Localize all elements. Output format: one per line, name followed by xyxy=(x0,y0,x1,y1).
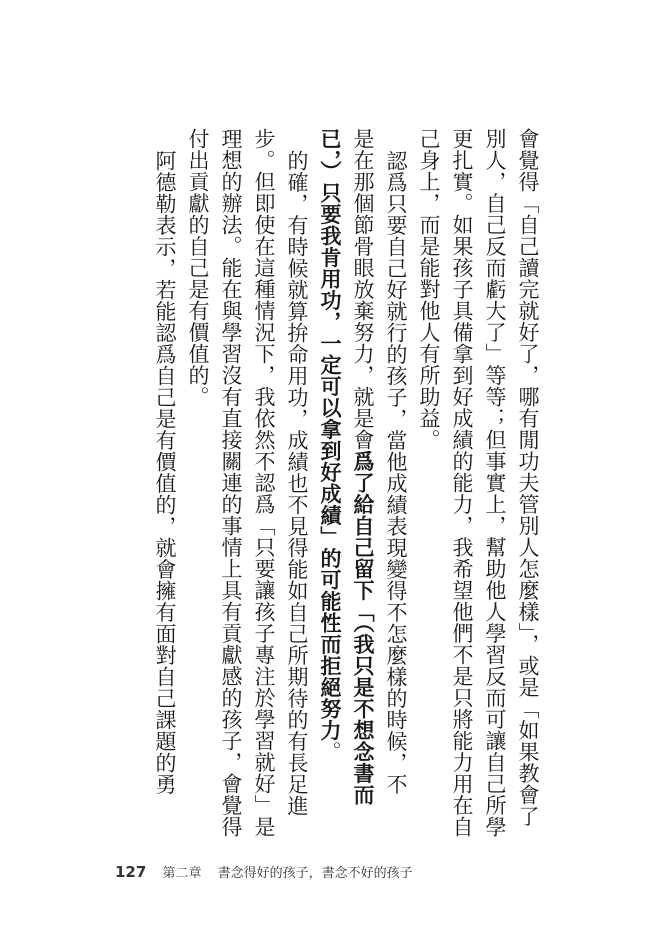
text-segment: 己身上，而是能對他人有所助益。 xyxy=(417,128,441,451)
text-segment: 步。但即使在這種情況下，我依然不認爲「只要讓孩子專注於學習就好」是 xyxy=(252,128,276,838)
text-segment: 的確，有時候就算拚命用功，成績也不見得能如自己所期待的有長足進 xyxy=(285,150,309,817)
text-segment: 更扎實。如果孩子具備拿到好成績的能力，我希望他們不是只將能力用在自 xyxy=(450,128,474,838)
page-footer xyxy=(115,862,413,881)
chapter-label: 第二章 xyxy=(162,866,202,881)
chapter-title: 書念得好的孩子，書念不好的孩子 xyxy=(217,866,413,881)
text-segment: 。 xyxy=(318,741,342,763)
text-column xyxy=(317,128,343,763)
text-column xyxy=(449,128,475,838)
text-column xyxy=(515,128,541,827)
text-segment: 理想的辦法。能在與學習沒有直接關連的事情上具有貢獻感的孩子，會覺得 xyxy=(219,128,243,838)
text-column xyxy=(218,128,244,838)
bold-text-segment: 爲了給自己留下「（我只是不想念書而 xyxy=(351,450,376,806)
page-number: 127 xyxy=(115,863,147,881)
text-column xyxy=(350,128,376,806)
text-segment: 是在那個節骨眼放棄努力，就是會 xyxy=(351,128,375,451)
text-segment: 阿德勒表示，若能認爲自己是有價值的，就會擁有面對自己課題的勇 xyxy=(153,150,177,795)
text-segment: 別人，自己反而虧大了」等等；但事實上，幫助他人學習反而可讓自己所學 xyxy=(483,128,507,838)
text-column xyxy=(383,128,409,795)
text-column xyxy=(185,128,211,408)
text-segment: 會覺得「自己讀完就好了，哪有閒功夫管別人怎麼樣」，或是「如果教會了 xyxy=(516,128,540,827)
text-column xyxy=(482,128,508,838)
text-column xyxy=(152,128,178,795)
text-column xyxy=(251,128,277,838)
text-segment: 付出貢獻的自己是有價值的。 xyxy=(186,128,210,408)
text-segment: 認爲只要自己好就行的孩子，當他成績表現變得不怎麼樣的時候，不 xyxy=(384,150,408,795)
text-column xyxy=(416,128,442,451)
text-column xyxy=(284,128,310,817)
bold-text-segment: 已，）只要我肯用功，一定可以拿到好成績」的可能性而拒絕努力 xyxy=(318,128,343,741)
